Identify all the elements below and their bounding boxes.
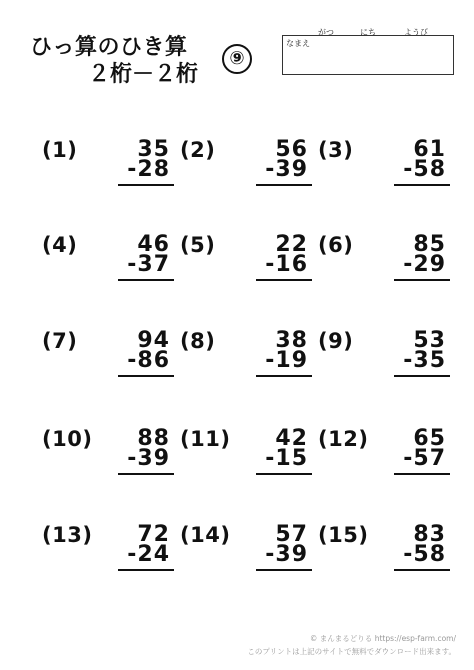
answer-line: [256, 184, 312, 186]
problem-number: (13): [42, 523, 93, 547]
weekday-label: ようび: [404, 28, 428, 37]
footer-note: このプリントは上記のサイトで無料でダウンロード出来ます。: [247, 647, 456, 656]
worksheet-subtitle: ２桁－２桁: [88, 62, 199, 87]
minuend: 53: [413, 328, 446, 353]
problem-number: (2): [180, 138, 216, 162]
subtrahend: -29: [403, 252, 446, 277]
subtrahend: -39: [265, 542, 308, 567]
problem-number: (8): [180, 329, 216, 353]
problem-item: [180, 233, 320, 289]
problem-item: [42, 523, 182, 579]
problem-item: [180, 138, 320, 194]
minuend: 85: [413, 232, 446, 257]
answer-line: [394, 473, 450, 475]
problem-item: [180, 329, 320, 385]
footer: [247, 632, 456, 658]
problem-item: [318, 233, 458, 289]
subtrahend: -58: [403, 542, 446, 567]
name-label: なまえ: [286, 39, 310, 48]
answer-line: [394, 279, 450, 281]
subtrahend: -58: [403, 157, 446, 182]
minuend: 46: [137, 232, 170, 257]
problem-number: (10): [42, 427, 93, 451]
problem-number: (12): [318, 427, 369, 451]
subtrahend: -24: [127, 542, 170, 567]
subtrahend: -39: [127, 446, 170, 471]
sheet-number-badge: ⑨: [222, 44, 252, 74]
subtrahend: -86: [127, 348, 170, 373]
problem-item: [42, 138, 182, 194]
problem-item: [318, 138, 458, 194]
answer-line: [256, 279, 312, 281]
answer-line: [394, 375, 450, 377]
minuend: 65: [413, 426, 446, 451]
answer-line: [256, 473, 312, 475]
footer-credit: © まんまるどりる https://esp-farm.com/: [309, 634, 456, 643]
worksheet-title: ひっ算のひき算: [30, 35, 188, 60]
problem-number: (11): [180, 427, 231, 451]
minuend: 61: [413, 137, 446, 162]
answer-line: [394, 184, 450, 186]
subtrahend: -28: [127, 157, 170, 182]
subtrahend: -15: [265, 446, 308, 471]
minuend: 38: [275, 328, 308, 353]
problem-item: [42, 329, 182, 385]
minuend: 35: [137, 137, 170, 162]
minuend: 42: [275, 426, 308, 451]
answer-line: [118, 184, 174, 186]
problem-number: (4): [42, 233, 78, 257]
minuend: 56: [275, 137, 308, 162]
answer-line: [118, 279, 174, 281]
minuend: 83: [413, 522, 446, 547]
subtrahend: -37: [127, 252, 170, 277]
problem-item: [318, 329, 458, 385]
subtrahend: -16: [265, 252, 308, 277]
problem-item: [318, 427, 458, 483]
problem-item: [180, 427, 320, 483]
problem-number: (1): [42, 138, 78, 162]
month-label: がつ: [318, 28, 334, 37]
minuend: 88: [137, 426, 170, 451]
answer-line: [118, 473, 174, 475]
problem-number: (5): [180, 233, 216, 257]
problem-item: [42, 233, 182, 289]
problem-number: (15): [318, 523, 369, 547]
problem-number: (9): [318, 329, 354, 353]
answer-line: [394, 569, 450, 571]
problem-item: [42, 427, 182, 483]
answer-line: [256, 375, 312, 377]
minuend: 94: [137, 328, 170, 353]
subtrahend: -39: [265, 157, 308, 182]
subtrahend: -35: [403, 348, 446, 373]
subtrahend: -57: [403, 446, 446, 471]
day-label: にち: [360, 28, 376, 37]
problem-number: (14): [180, 523, 231, 547]
subtrahend: -19: [265, 348, 308, 373]
problem-number: (7): [42, 329, 78, 353]
problem-number: (6): [318, 233, 354, 257]
name-field[interactable]: [282, 35, 454, 75]
problem-number: (3): [318, 138, 354, 162]
minuend: 57: [275, 522, 308, 547]
answer-line: [118, 569, 174, 571]
answer-line: [256, 569, 312, 571]
minuend: 22: [275, 232, 308, 257]
problem-item: [180, 523, 320, 579]
minuend: 72: [137, 522, 170, 547]
answer-line: [118, 375, 174, 377]
problem-item: [318, 523, 458, 579]
